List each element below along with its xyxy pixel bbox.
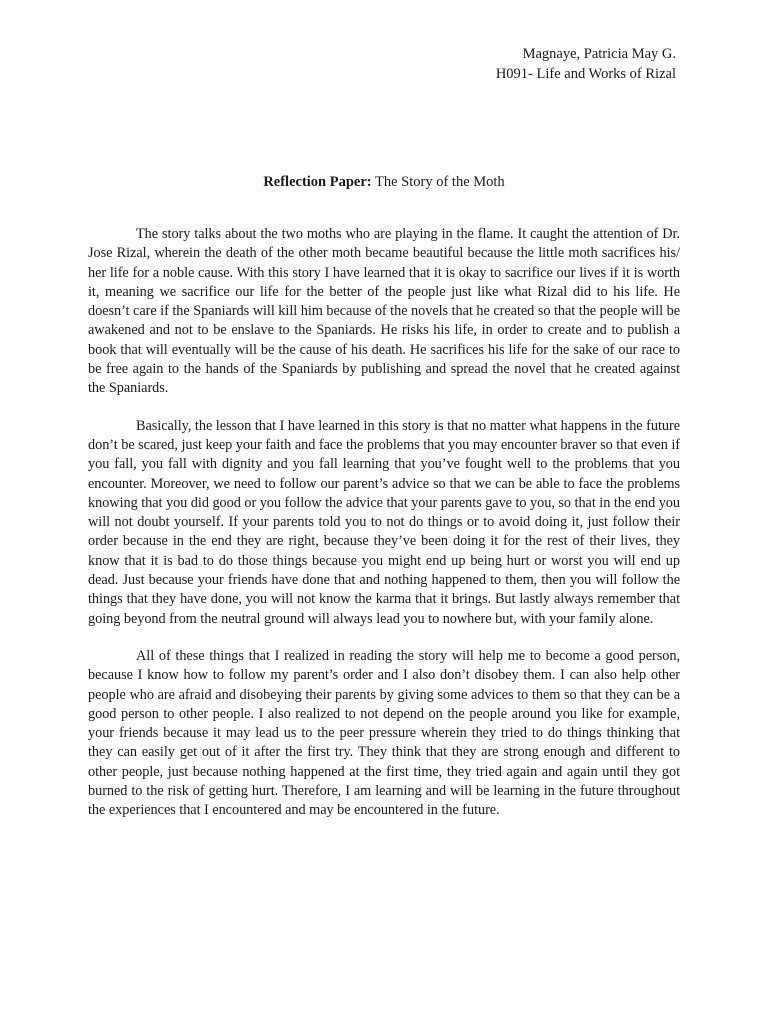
paragraph-1: The story talks about the two moths who are playing in the flame. It caught the attention of Dr. Jose Rizal, wherein the death of the other moth became beautiful because the little moth sacrifices his/ her life for a noble cause. With this story I have learned that it is okay to sacrifice our lives if it is worth it, meaning we sacrifice our life for the better of the people just like what Rizal did to his life. He doesn’t care if the Spaniards will kill him because of the novels that he created so that the people will be awakened and not to be enslave to the Spaniards. He risks his life, in order to create and to publish a book that will eventually will be the cause of his death. He sacrifices his life for the sake of our race to be free again to the hands of the Spaniards by publishing and spread the novel that he created against the Spaniards. <box>88 226 680 397</box>
page-title <box>0 172 768 192</box>
document-body <box>88 225 680 839</box>
paragraph-3: All of these things that I realized in reading the story will help me to become a good person, because I know how to follow my parent’s order and I also don’t disobey them. I can also help other people who are afraid and disobeying their parents by giving some advices to them so that they can be a good person to other people. I also realized to not depend on the people around you like for example, your friends because it may lead us to the peer pressure wherein they tried to do things thinking that they can easily get out of it after the first try. They think that they are strong enough and different to other people, just because nothing happened at the first time, they tried again and again until they got burned to the risk of getting hurt. Therefore, I am learning and will be learning in the future throughout the experiences that I encountered and may be encountered in the future. <box>88 647 680 819</box>
title-label: Reflection Paper: <box>263 174 372 190</box>
title-text: The Story of the Moth <box>375 174 505 190</box>
course-name: H091- Life and Works of Rizal <box>495 66 676 82</box>
paragraph-2: Basically, the lesson that I have learned in this story is that no matter what happens in the future don’t be scared, just keep your faith and face the problems that you may encounter braver so that even if you fall, you fall with dignity and you fall learning that you’ve fought well to the problems that you encounter. Moreover, we need to follow our parent’s advice so that we can be able to face the problems knowing that you did good or you follow the advice that your parents gave to you, so that in the end you will not doubt yourself. If your parents told you to not do things or to avoid doing it, just follow their order because in the end they are right, because they’ve been doing it for the rest of their lives, they know that it is bad to do those things because you might end up being hurt or worst you will end up dead. Just because your friends have done that and nothing happened to them, then you will follow the things that they have done, you will not know the karma that it brings. But lastly always remember that going beyond from the neutral ground will always lead you to nowhere but, with your family alone. <box>88 417 680 627</box>
author-name: Magnaye, Patricia May G. <box>522 46 676 62</box>
document-header <box>496 44 676 84</box>
